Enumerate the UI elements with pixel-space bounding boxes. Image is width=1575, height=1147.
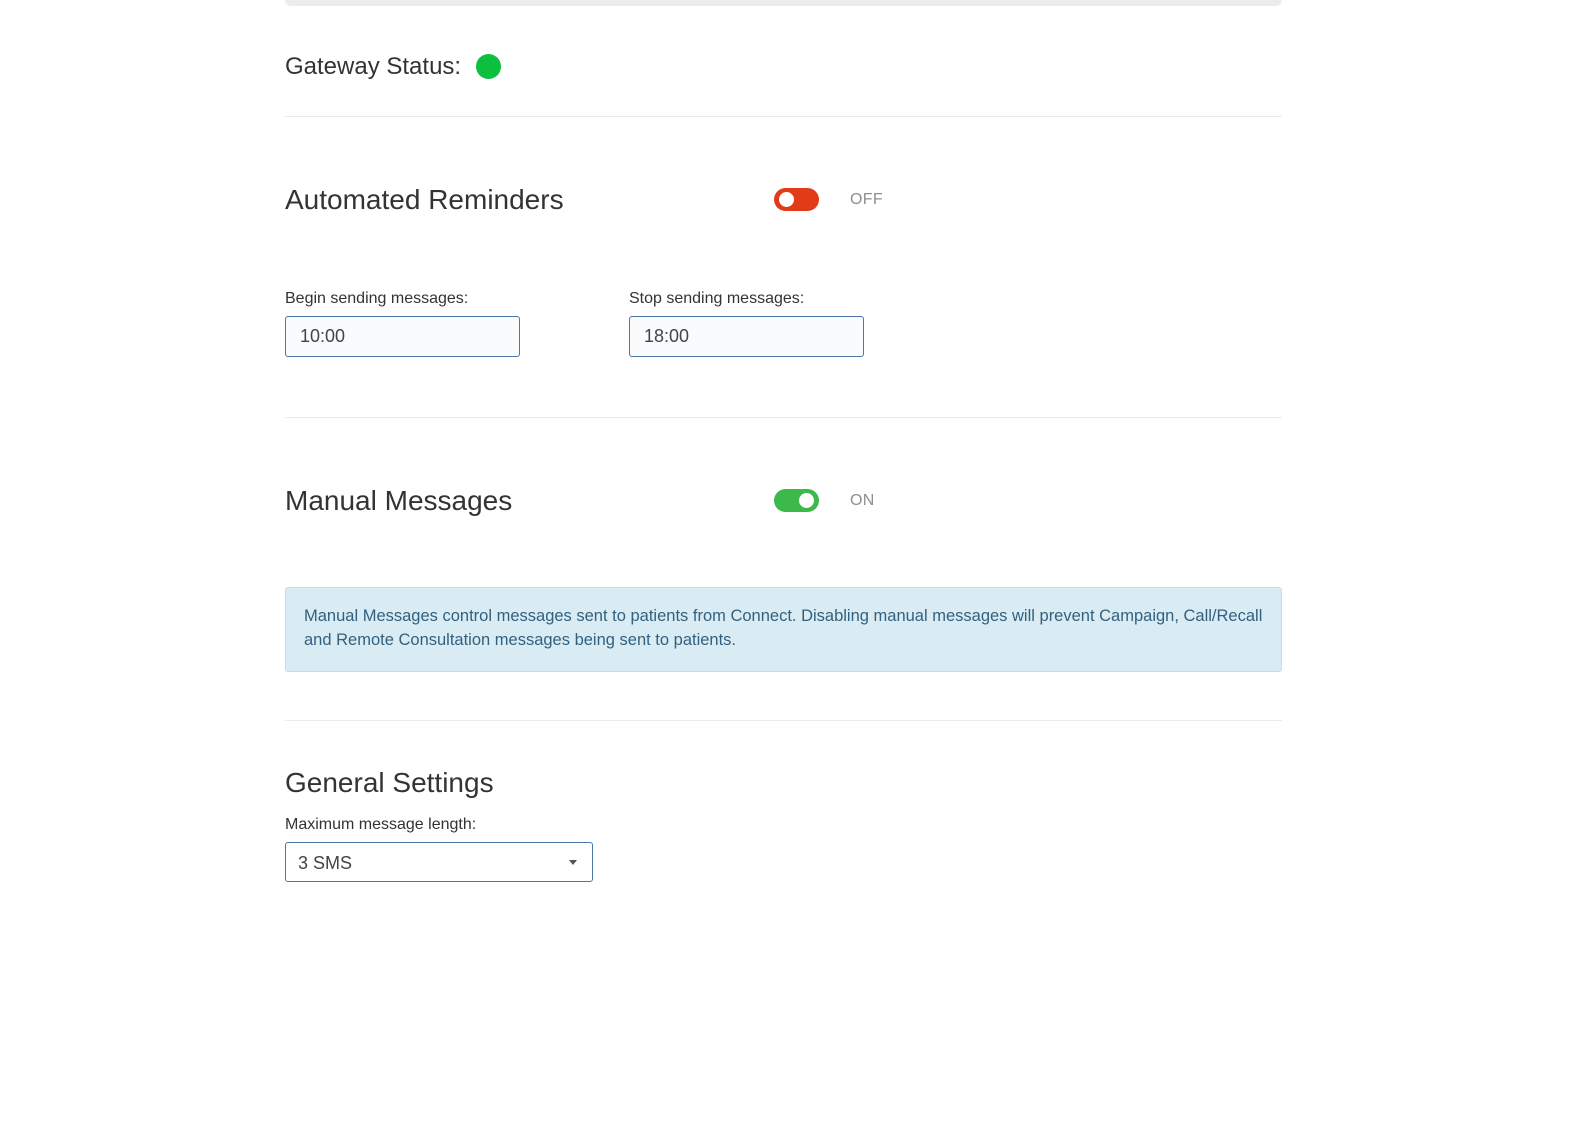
general-settings-title: General Settings — [285, 767, 494, 798]
automated-reminders-title: Automated Reminders — [285, 184, 564, 215]
automated-reminders-toggle-state: OFF — [850, 191, 883, 208]
top-panel-edge — [285, 0, 1282, 6]
stop-sending-input[interactable] — [629, 316, 864, 357]
gateway-status-label: Gateway Status: — [285, 53, 462, 80]
caret-down-icon — [569, 860, 577, 865]
begin-sending-label: Begin sending messages: — [285, 290, 469, 307]
manual-messages-toggle[interactable] — [774, 489, 819, 512]
divider — [285, 720, 1282, 721]
divider — [285, 417, 1282, 418]
divider — [285, 116, 1282, 117]
manual-messages-info-alert — [285, 587, 1282, 672]
toggle-knob — [799, 493, 814, 508]
manual-messages-title: Manual Messages — [285, 485, 513, 516]
stop-sending-label: Stop sending messages: — [629, 290, 805, 307]
manual-messages-toggle-state: ON — [850, 492, 875, 509]
select-value: 3 SMS — [298, 853, 353, 873]
max-message-length-label: Maximum message length: — [285, 816, 477, 833]
begin-sending-input[interactable] — [285, 316, 520, 357]
info-alert-text: Manual Messages control messages sent to patients from Connect. Disabling manual messages will prevent Campaign, Call/Recall and Remote Consultation messages being sent to patients. — [304, 607, 1263, 649]
max-message-length-select[interactable] — [285, 842, 593, 882]
toggle-knob — [779, 192, 794, 207]
gateway-status-indicator — [476, 54, 501, 79]
automated-reminders-toggle[interactable] — [774, 188, 819, 211]
